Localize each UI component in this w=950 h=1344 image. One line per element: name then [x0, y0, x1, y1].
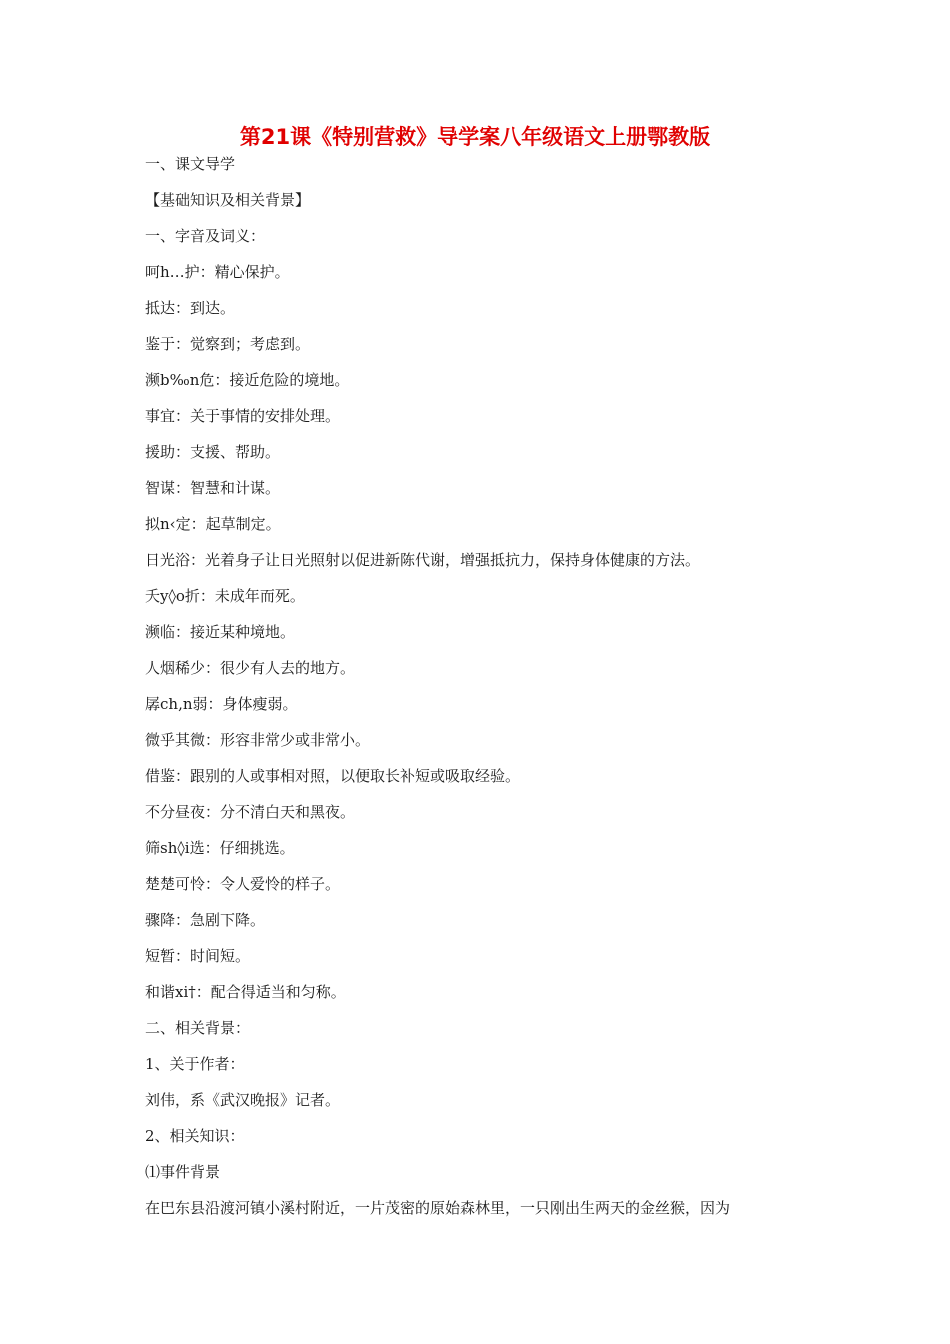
text-line: 1、关于作者：: [145, 1055, 245, 1073]
text-line: 二、相关背景：: [145, 1019, 251, 1037]
text-line: 呵h…护：精心保护。: [145, 263, 290, 281]
text-line: 一、课文导学: [145, 155, 236, 173]
text-line: 援助：支援、帮助。: [145, 443, 281, 461]
text-line: 一、字音及词义：: [145, 227, 266, 245]
document-title: 第21课《特别营救》导学案八年级语文上册鄂教版: [239, 125, 711, 149]
text-line: 智谋：智慧和计谋。: [145, 479, 281, 497]
text-line: 日光浴：光着身子让日光照射以促进新陈代谢，增强抵抗力，保持身体健康的方法。: [145, 551, 701, 569]
text-line: 短暂：时间短。: [145, 947, 251, 965]
text-line: 人烟稀少：很少有人去的地方。: [145, 659, 356, 677]
text-line: 鉴于：觉察到；考虑到。: [145, 335, 311, 353]
text-line: 筛sh◊i选：仔细挑选。: [145, 839, 295, 857]
text-line: 不分昼夜：分不清白天和黑夜。: [145, 803, 356, 821]
document-body: [145, 146, 825, 1226]
text-line: 骤降：急剧下降。: [145, 911, 266, 929]
text-line: 刘伟，系《武汉晚报》记者。: [145, 1091, 341, 1109]
text-line: 孱ch‚n弱：身体瘦弱。: [145, 695, 298, 713]
text-line: 和谐xi†：配合得适当和匀称。: [145, 983, 346, 1001]
text-line: 拟n‹定：起草制定。: [145, 515, 281, 533]
text-line: 夭y◊o折：未成年而死。: [145, 587, 305, 605]
text-line: 濒临：接近某种境地。: [145, 623, 296, 641]
text-line: ⑴事件背景: [145, 1163, 221, 1181]
text-line: 事宜：关于事情的安排处理。: [145, 407, 341, 425]
text-line: 在巴东县沿渡河镇小溪村附近，一片茂密的原始森林里，一只刚出生两天的金丝猴，因为: [145, 1199, 731, 1217]
text-line: 2、相关知识：: [145, 1127, 245, 1145]
text-line: 濒b‰n危：接近危险的境地。: [145, 371, 350, 389]
text-line: 楚楚可怜：令人爱怜的样子。: [145, 875, 341, 893]
text-line: 借鉴：跟别的人或事相对照，以便取长补短或吸取经验。: [145, 767, 521, 785]
text-line: 【基础知识及相关背景】: [145, 191, 311, 209]
text-line: 微乎其微：形容非常少或非常小。: [145, 731, 371, 749]
text-line: 抵达：到达。: [145, 299, 236, 317]
